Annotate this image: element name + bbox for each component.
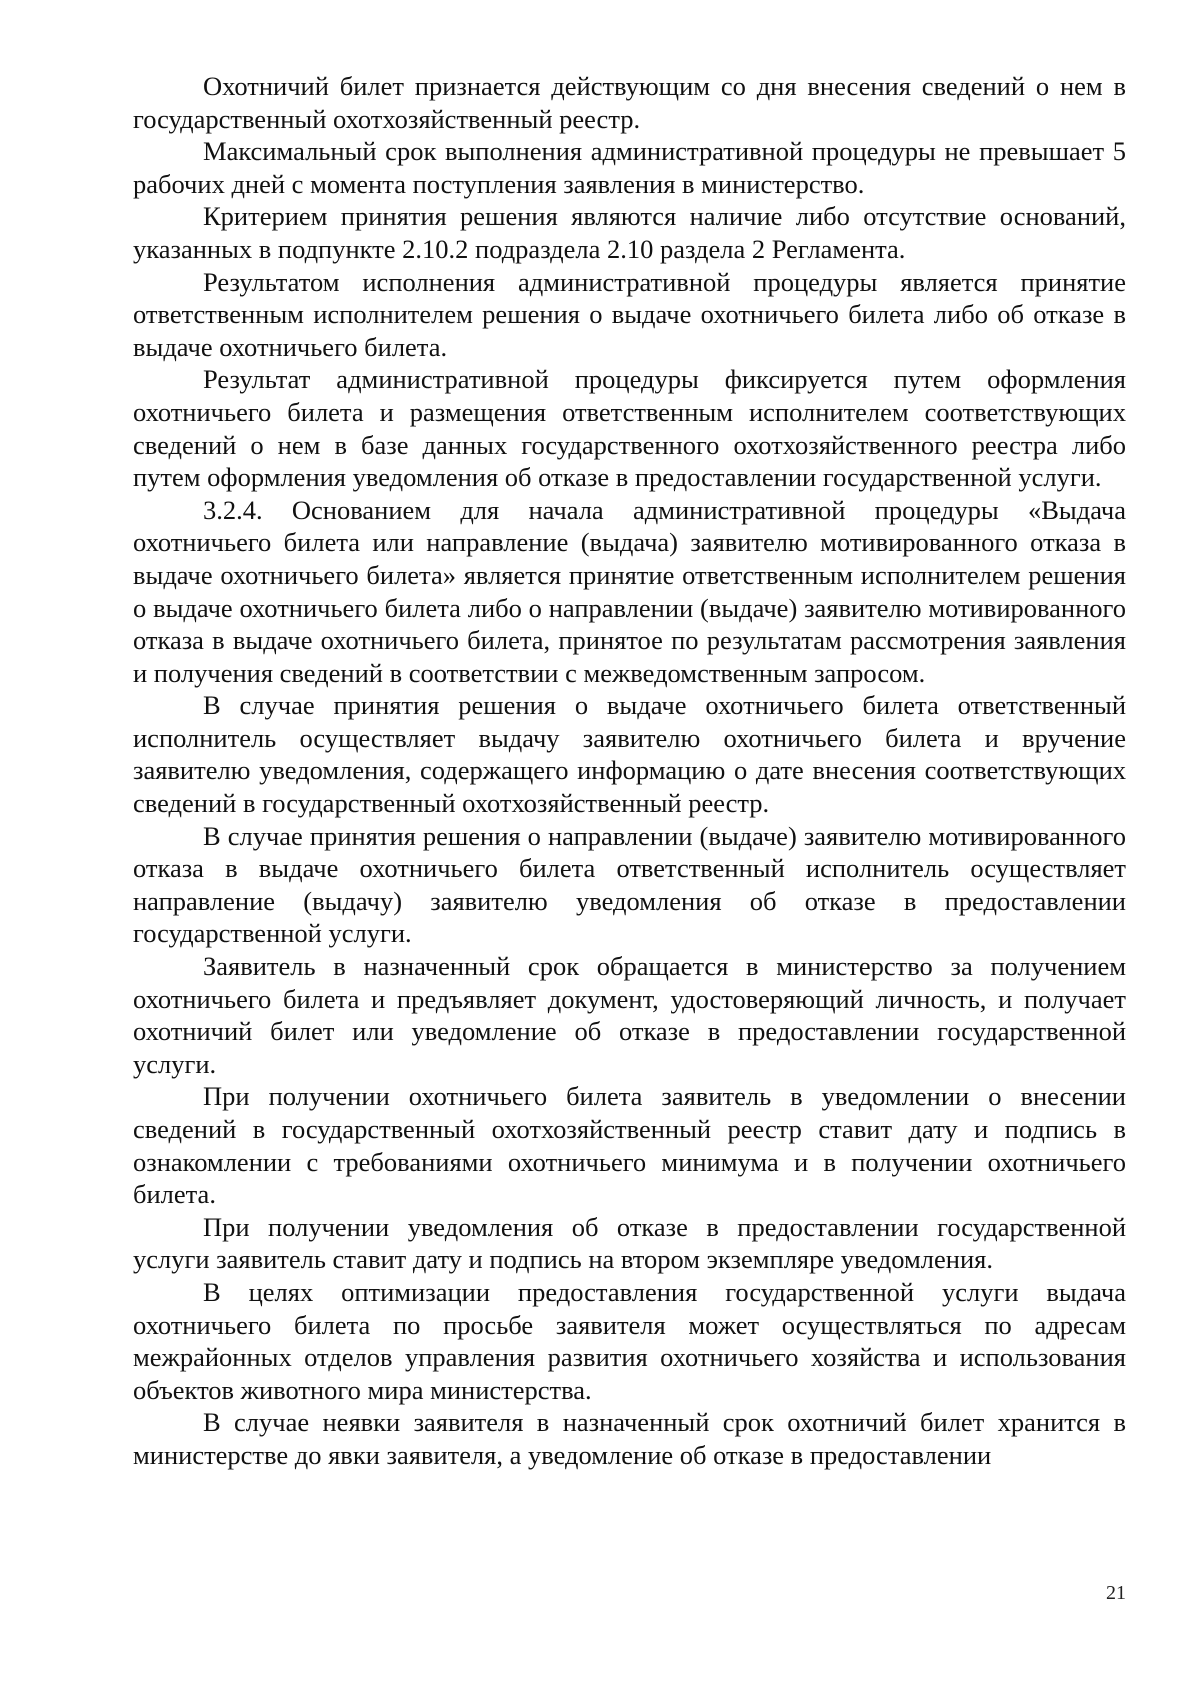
paragraph: Охотничий билет признается действующим со дня внесения сведений о нем в государственный охотхозяйственный реестр. [133,71,1126,134]
paragraph: В случае принятия решения о направлении (выдаче) заявителю мотивированного отказа в выдаче охотничьего билета ответственный исполнитель осуществляет направление (выдачу) заявителю уведомления об отказе в предоставлении государственной услуги. [133,820,1126,949]
paragraph: Результат административной процедуры фиксируется путем оформления охотничьего билета и размещения ответственным исполнителем соответствующих сведений о нем в базе данных государственного охотхозяйственного реестра либо путем оформления уведомления об отказе в предоставлении государственной услуги. [133,364,1126,493]
page-number: 21 [1106,1582,1126,1604]
paragraph: При получении охотничьего билета заявитель в уведомлении о внесении сведений в государственный охотхозяйственный реестр ставит дату и подпись в ознакомлении с требованиями охотничьего минимума и в получении охотничьего билета. [133,1081,1126,1210]
paragraph: Заявитель в назначенный срок обращается в министерство за получением охотничьего билета и предъявляет документ, удостоверяющий личность, и получает охотничий билет или уведомление об отказе в предоставлении государственной услуги. [133,951,1126,1079]
paragraph: Максимальный срок выполнения административной процедуры не превышает 5 рабочих дней с момента поступления заявления в министерство. [133,136,1126,199]
paragraph: В случае принятия решения о выдаче охотничьего билета ответственный исполнитель осуществляет выдачу заявителю охотничьего билета и вручение заявителю уведомления, содержащего информацию о дате внесения соответствующих сведений в государственный охотхозяйственный реестр. [133,690,1126,819]
paragraph: Критерием принятия решения являются наличие либо отсутствие оснований, указанных в подпункте 2.10.2 подраздела 2.10 раздела 2 Регламента. [133,201,1126,264]
paragraph: При получении уведомления об отказе в предоставлении государственной услуги заявитель ставит дату и подпись на втором экземпляре уведомления. [133,1211,1126,1275]
paragraph: 3.2.4. Основанием для начала административной процедуры «Выдача охотничьего билета или направление (выдача) заявителю мотивированного отказа в выдаче охотничьего билета» является принятие ответственным исполнителем решения о выдаче охотничьего билета либо о направлении (выдаче) заявителю мотивированного отказа в выдаче охотничьего билета, принятое по результатам рассмотрения заявления и получения сведений в соответствии с межведомственным запросом. [133,494,1126,688]
paragraph: В случае неявки заявителя в назначенный срок охотничий билет хранится в министерстве до явки заявителя, а уведомление об отказе в предоставлении [133,1407,1126,1470]
paragraph: Результатом исполнения административной процедуры является принятие ответственным исполнителем решения о выдаче охотничьего билета либо об отказе в выдаче охотничьего билета. [133,266,1126,362]
paragraph: В целях оптимизации предоставления государственной услуги выдача охотничьего билета по просьбе заявителя может осуществляться по адресам межрайонных отделов управления развития охотничьего хозяйства и использования объектов животного мира министерства. [133,1276,1126,1405]
document-body [133,70,1126,1472]
